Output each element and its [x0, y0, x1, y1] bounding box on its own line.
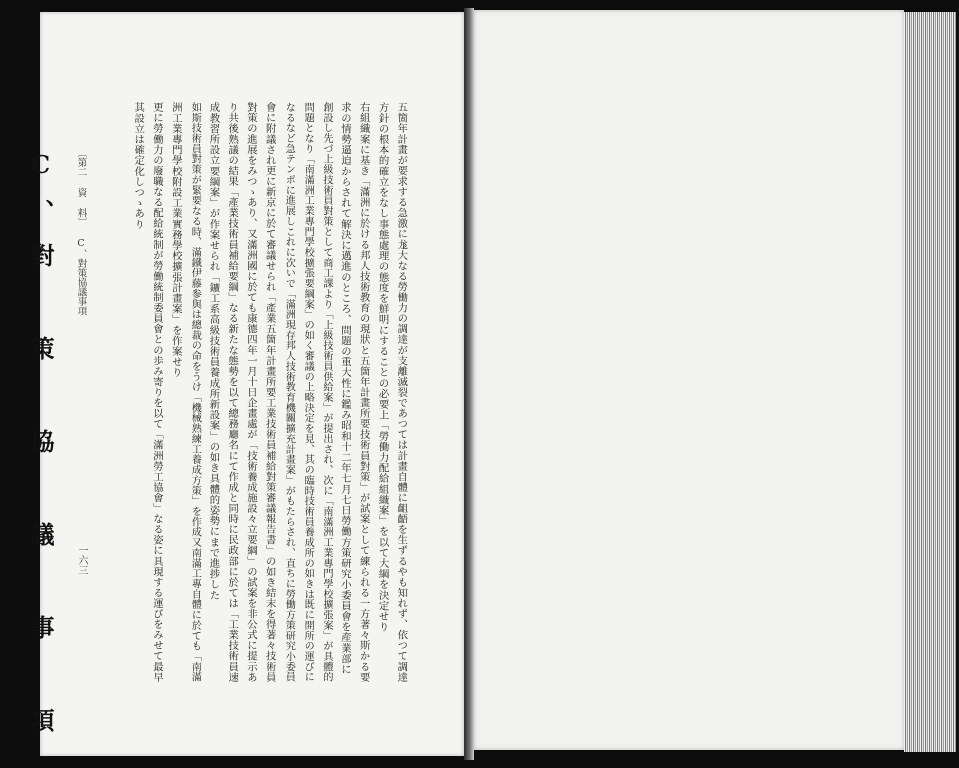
text-line: 更に勞働力の廢職なる配給統制が勞働統制委員會との歩み寄りを以て「滿洲勞工協會」なる姿に具現する運びをみせて最早 [150, 102, 163, 683]
text-line: 其設立は確定化しつゝあり [132, 102, 145, 230]
text-line: 洲工業專門學校附設工業實務學校擴張計畫案」を作案せり [169, 102, 182, 378]
text-line: なるなど急テンポに進展しこれに次いで「滿洲現存邦人技術教育機關擴充計畫案」がもたらされ、直ちに勞働方策研究小委員 [283, 102, 295, 683]
text-line: 成教習所設立要綱案」が作案せられ「鑛工系高級技術員養成所新設案」の如き具體的姿勢にまで進捗した [207, 102, 220, 601]
text-line: 創設し先づ上級技術員對策として商工課より「上級技術員供給案」が提出され、次に「南滿洲工業專門學校擴張案」が具體的 [320, 102, 332, 683]
right-page-blank [474, 10, 904, 750]
page-edges [904, 12, 956, 752]
text-line: 會に附議され更に新京に於て審議せられ「產業五箇年計畫所要工業技術員補給對策審議報告書」の如き結末を得著々技術員 [263, 102, 276, 683]
section-title: C、對 策 協 議 事 項 [26, 150, 55, 752]
book-gutter [464, 8, 474, 760]
text-line: 方針の根本的確立をなし事態處理の態度を鮮明にすることの必要上「勞働力配給組織案」を以て大綱を決定せり [376, 102, 389, 632]
text-line: り共後熟議の結果「產業技術員補給要綱」なる新たな態勢を以て總務廳名にて作成と同時に民政部に於ては「工業技術員速 [226, 102, 239, 683]
text-line: 五箇年計畫が要求する急激に尨大なる勞働力の調達が支離滅裂であつては計畫自體に齟齬を生ずるやも知れず、依つて調達 [395, 102, 408, 683]
page-number: 一六三 [76, 545, 87, 575]
text-line: 對策の進展をみつゝあり、又滿洲國に於ても康德四年一月十日企畫處が「技術養成施設々立要綱」の試案を非公式に提示あ [244, 102, 257, 683]
text-line: 問題となり「南滿洲工業專門學校擴張要綱案」の如く審議の上略決定を見、其の臨時技術員養成所の如きは既に開所の運びに [302, 102, 314, 683]
running-head: 〔第二 資 料〕 C、對策協議事項 [75, 148, 87, 316]
text-line: 如斯技術員對策が緊要なる時、滿鐵伊藤参與は總裁の命をうけ「機械熟練工養成方策」を作成又南滿工專自體に於ても「南滿 [189, 102, 201, 683]
text-line: 右組織案に基き「滿洲に於ける邦人技術教育の現狀と五箇年計畫所要技術員對策」が試案として練られる一方著々斯かる要 [357, 102, 370, 683]
text-line: 求の情勢逼迫からされて解決に邁進のところ、問題の重大性に鑑み昭和十二年七月七日勞働方策研究小委員會を産業部に [339, 102, 351, 675]
